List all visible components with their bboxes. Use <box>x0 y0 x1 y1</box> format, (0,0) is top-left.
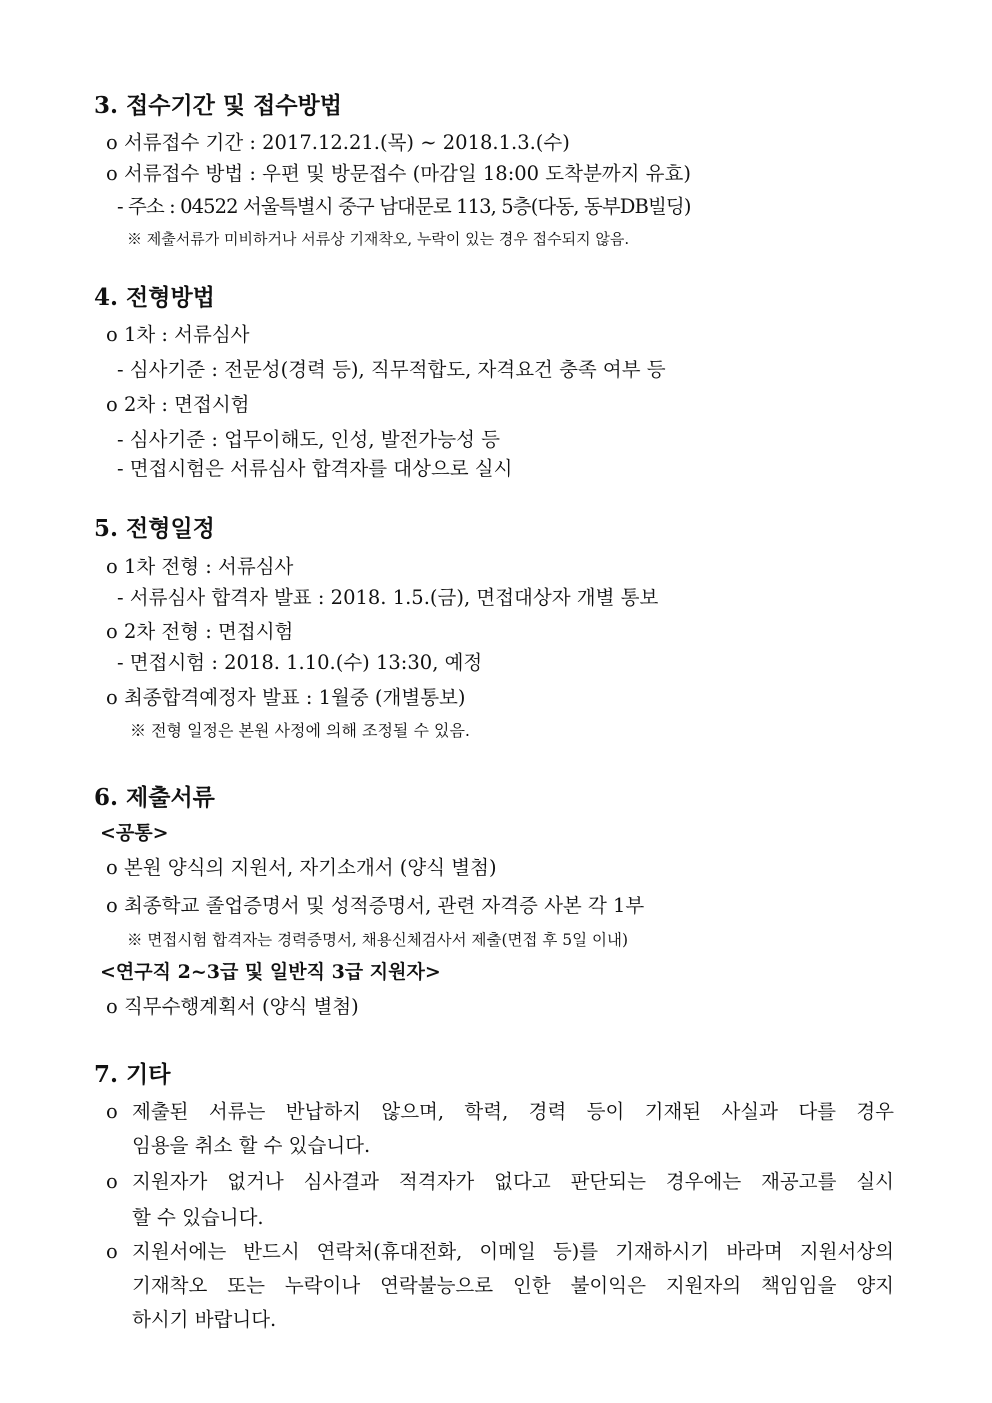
s4-line-criteria2: - 심사기준 : 업무이해도, 인성, 발전가능성 등 <box>117 428 500 451</box>
s7-p3-line2: 기재착오 또는 누락이나 연락불능으로 인한 불이익은 지원자의 책임임을 양지 <box>132 1274 894 1297</box>
s7-p1-line1: 제출된 서류는 반납하지 않으며, 학력, 경력 등이 기재된 사실과 다를 경우 <box>132 1100 894 1123</box>
s3-note: ※ 제출서류가 미비하거나 서류상 기재착오, 누락이 있는 경우 접수되지 않음. <box>127 230 630 248</box>
s6-line-plan: o 직무수행계획서 (양식 별첨) <box>106 995 359 1018</box>
s6-research-heading: <연구직 2~3급 및 일반직 3급 지원자> <box>100 961 441 983</box>
s7-p2-line2: 할 수 있습니다. <box>132 1206 264 1229</box>
section-3-title: 3. 접수기간 및 접수방법 <box>94 92 342 119</box>
s5-line-interview-date: - 면접시험 : 2018. 1.10.(수) 13:30, 예정 <box>117 651 483 674</box>
s3-line-address: - 주소 : 04522 서울특별시 중구 남대문로 113, 5층(다동, 동부DB빌딩) <box>117 195 691 218</box>
s7-bullet-2: o <box>106 1170 118 1193</box>
section-4-title: 4. 전형방법 <box>94 284 215 311</box>
s7-p1-line2: 임용을 취소 할 수 있습니다. <box>132 1134 371 1157</box>
s7-p3-line3: 하시기 바랍니다. <box>132 1308 277 1331</box>
s5-line-final: o 최종합격예정자 발표 : 1월중 (개별통보) <box>106 686 466 709</box>
s4-line-criteria1: - 심사기준 : 전문성(경력 등), 직무적합도, 자격요건 충족 여부 등 <box>117 358 666 381</box>
s5-line-announce: - 서류심사 합격자 발표 : 2018. 1.5.(금), 면접대상자 개별 통보 <box>117 586 659 609</box>
s5-line-round2: o 2차 전형 : 면접시험 <box>106 620 294 643</box>
s5-line-round1: o 1차 전형 : 서류심사 <box>106 555 294 578</box>
s3-line-method: o 서류접수 방법 : 우편 및 방문접수 (마감일 18:00 도착분까지 유효) <box>106 162 691 185</box>
s6-note: ※ 면접시험 합격자는 경력증명서, 채용신체검사서 제출(면접 후 5일 이내) <box>127 931 629 949</box>
section-5-title: 5. 전형일정 <box>94 515 215 542</box>
s4-line-interview: - 면접시험은 서류심사 합격자를 대상으로 실시 <box>117 457 513 480</box>
s4-line-round1: o 1차 : 서류심사 <box>106 323 250 346</box>
s6-common-heading: <공통> <box>100 822 169 844</box>
s7-p2-line1: 지원자가 없거나 심사결과 적격자가 없다고 판단되는 경우에는 재공고를 실시 <box>132 1170 894 1193</box>
section-6-title: 6. 제출서류 <box>94 784 215 811</box>
s5-note: ※ 전형 일정은 본원 사정에 의해 조정될 수 있음. <box>130 721 470 740</box>
s7-bullet-1: o <box>106 1100 118 1123</box>
s7-p3-line1: 지원서에는 반드시 연락처(휴대전화, 이메일 등)를 기재하시기 바라며 지원서상의 <box>132 1240 894 1263</box>
s6-line-forms: o 본원 양식의 지원서, 자기소개서 (양식 별첨) <box>106 856 497 879</box>
s3-line-period: o 서류접수 기간 : 2017.12.21.(목) ∼ 2018.1.3.(수) <box>106 131 570 154</box>
s4-line-round2: o 2차 : 면접시험 <box>106 393 250 416</box>
s6-line-certificates: o 최종학교 졸업증명서 및 성적증명서, 관련 자격증 사본 각 1부 <box>106 894 645 917</box>
s7-bullet-3: o <box>106 1240 118 1263</box>
section-7-title: 7. 기타 <box>94 1061 171 1088</box>
